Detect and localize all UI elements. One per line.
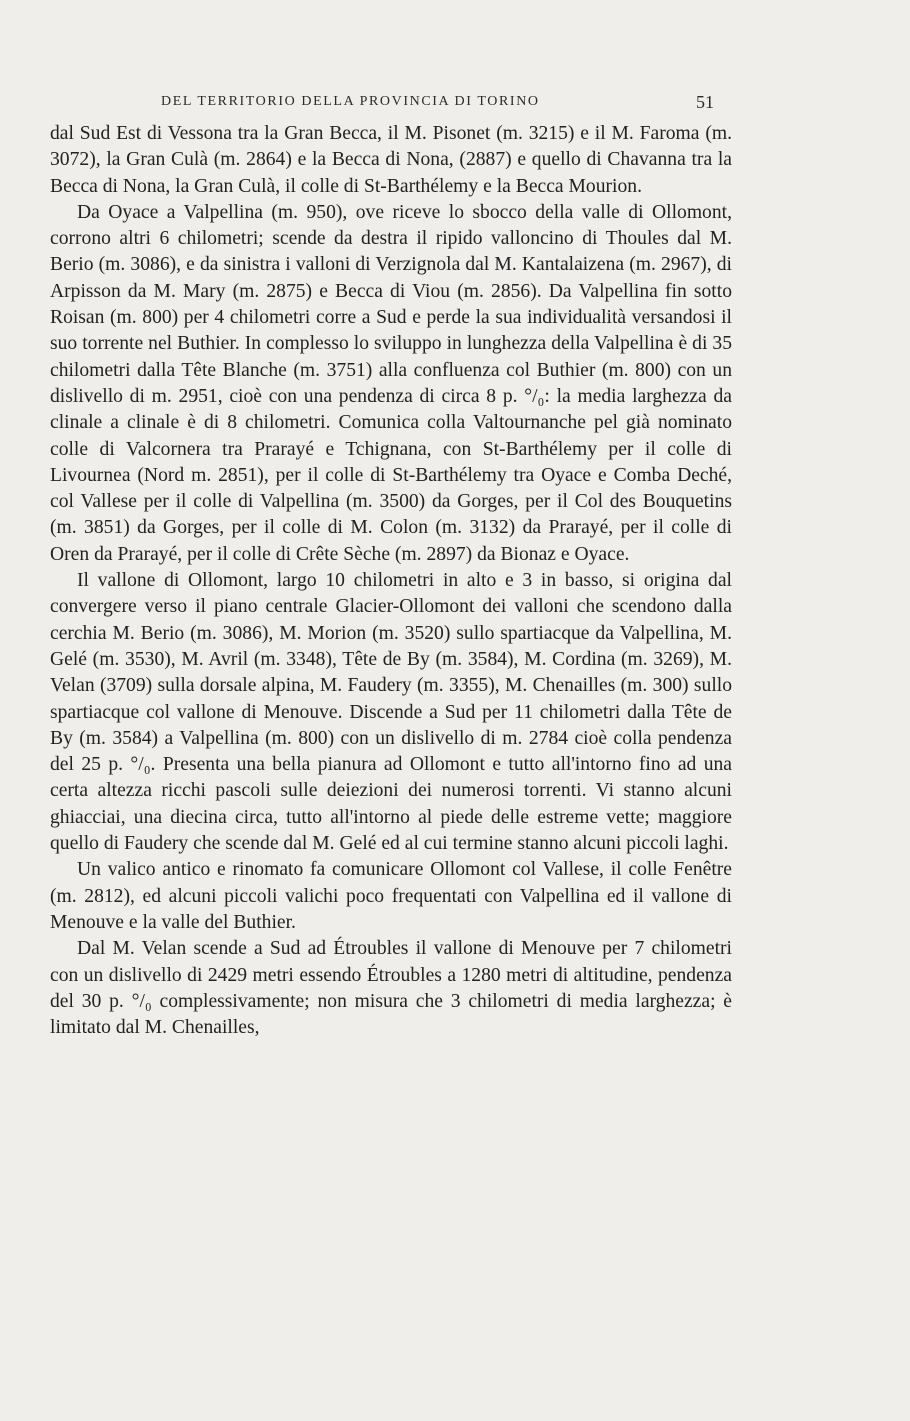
body-text (50, 121, 732, 1041)
header-title: DEL TERRITORIO DELLA PROVINCIA DI TORINO (161, 94, 540, 109)
paragraph: dal Sud Est di Vessona tra la Gran Becca, il M. Pisonet (m. 3215) e il M. Faroma (m. 3072), la Gran Culà (m. 2864) e la Becca di Nona, (2887) e quello di Chavanna tra la Becca di Nona, la Gran Culà, il colle di St-Barthélemy e la Becca Mourion. (50, 123, 732, 197)
paragraph: Un valico antico e rinomato fa comunicare Ollomont col Vallese, il colle Fenêtre (m. 2812), ed alcuni piccoli valichi poco frequentati con Valpellina ed il vallone di Menouve e la valle del Buthier. (50, 859, 732, 933)
paragraph: Il vallone di Ollomont, largo 10 chilometri in alto e 3 in basso, si origina dal convergere verso il piano centrale Glacier-Ollomont dei valloni che scendono dalla cerchia M. Berio (m. 3086), M. Morion (m. 3520) sullo spartiacque da Valpellina, M. Gelé (m. 3530), M. Avril (m. 3348), Tête de By (m. 3584), M. Cordina (m. 3269), M. Velan (3709) sulla dorsale alpina, M. Faudery (m. 3355), M. Chenailles (m. 300) sullo spartiacque col vallone di Menouve. Discende a Sud per 11 chilometri dalla Tête de By (m. 3584) a Valpellina (m. 800) con un dislivello di m. 2784 cioè colla pendenza del 25 p. °/₀. Presenta una bella pianura ad Ollomont e tutto all'intorno fino ad una certa altezza ricchi pascoli sulle deiezioni dei numerosi torrenti. Vi stanno alcuni ghiacciai, una diecina circa, tutto all'intorno al piede delle estreme vette; maggiore quello di Faudery che scende dal M. Gelé ed al cui termine stanno alcuni piccoli laghi. (50, 570, 732, 855)
running-header (0, 94, 910, 118)
page-number: 51 (696, 92, 714, 112)
paragraph: Dal M. Velan scende a Sud ad Étroubles il vallone di Menouve per 7 chilometri con un dislivello di 2429 metri essendo Étroubles a 1280 metri di altitudine, pendenza del 30 p. °/₀ complessivamente; non misura che 3 chilometri di media larghezza; è limitato dal M. Chenailles, (50, 938, 732, 1039)
paragraph: Da Oyace a Valpellina (m. 950), ove riceve lo sbocco della valle di Ollomont, corrono altri 6 chilometri; scende da destra il ripido valloncino di Thoules dal M. Berio (m. 3086), e da sinistra i valloni di Verzignola dal M. Kantalaizena (m. 2967), di Arpisson da M. Mary (m. 2875) e Becca di Viou (m. 2856). Da Valpellina fin sotto Roisan (m. 800) per 4 chilometri corre a Sud e perde la sua individualità versandosi il suo torrente nel Buthier. In complesso lo sviluppo in lunghezza della Valpellina è di 35 chilometri dalla Tête Blanche (m. 3751) alla confluenza col Buthier (m. 800) con un dislivello di m. 2951, cioè con una pendenza di circa 8 p. °/₀: la media larghezza da clinale a clinale è di 8 chilometri. Comunica colla Valtournanche pel già nominato colle di Valcornera tra Prarayé e Tchignana, con St-Barthélemy per il colle di Livournea (Nord m. 2851), per il colle di St-Barthélemy tra Oyace e Comba Deché, col Vallese per il colle di Valpellina (m. 3500) da Gorges, per il Col des Bouquetins (m. 3851) da Gorges, per il colle di M. Colon (m. 3132) da Prarayé, per il colle di Oren da Prarayé, per il colle di Crête Sèche (m. 2897) da Bionaz e Oyace. (50, 201, 732, 565)
